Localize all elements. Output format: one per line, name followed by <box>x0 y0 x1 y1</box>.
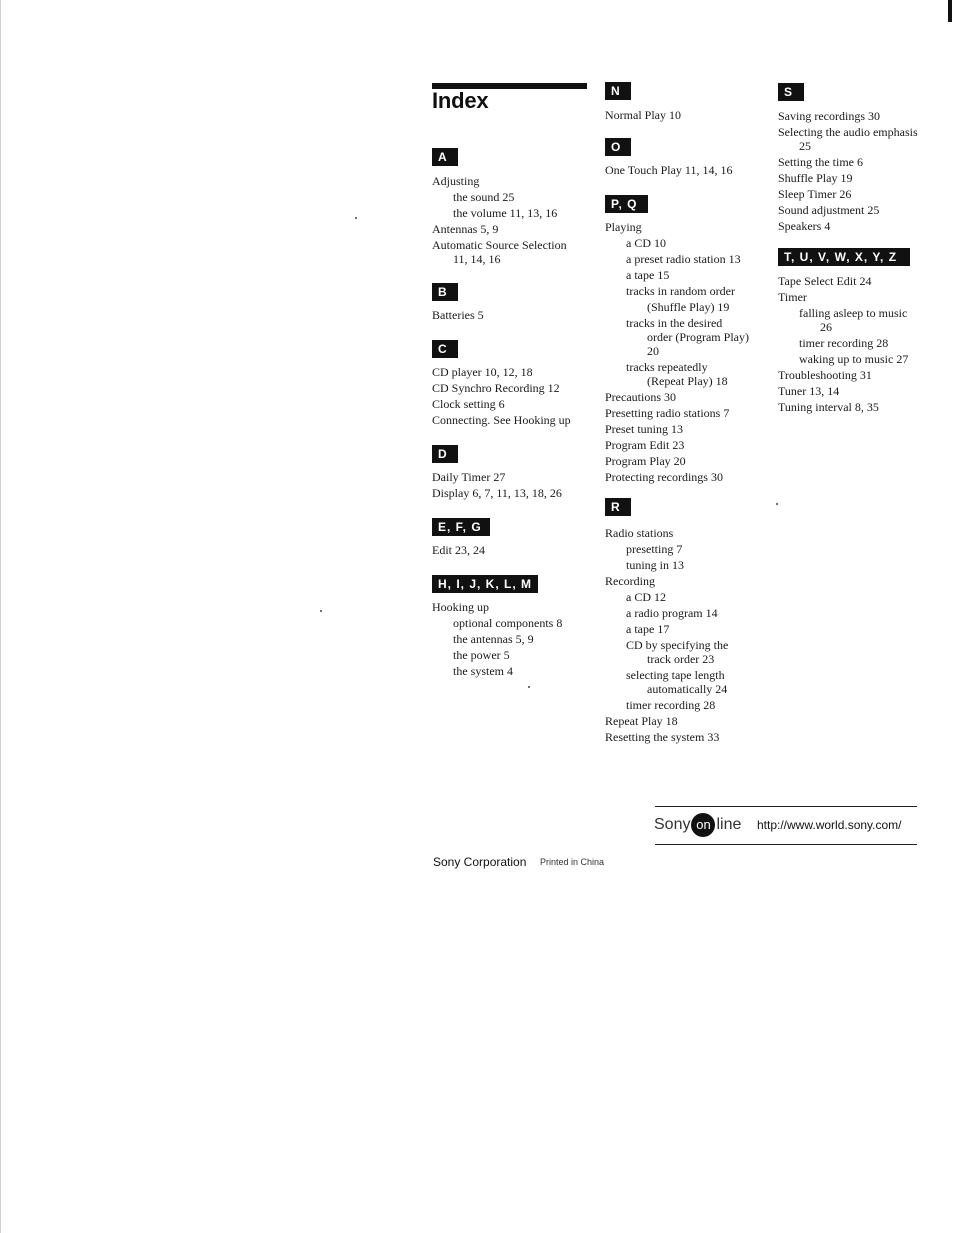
section-badge-p-q: P, Q <box>605 195 648 213</box>
index-entry: Playing <box>605 220 642 234</box>
section-badge-b: B <box>432 283 458 301</box>
index-entry: Troubleshooting 31 <box>778 368 872 382</box>
index-subentry: timer recording 28 <box>799 336 889 350</box>
page-edge <box>0 0 1 1233</box>
index-entry: CD player 10, 12, 18 <box>432 365 533 379</box>
index-entry: Speakers 4 <box>778 219 831 233</box>
section-badge-n: N <box>605 82 631 100</box>
index-entry: Precautions 30 <box>605 390 676 404</box>
printed-in: Printed in China <box>540 857 605 867</box>
index-subentry: tracks repeatedly <box>626 360 708 374</box>
index-entry: Preset tuning 13 <box>605 422 683 436</box>
print-speck <box>355 217 357 219</box>
index-subentry: the system 4 <box>453 664 513 678</box>
section-badge-h-i-j-k-l-m: H, I, J, K, L, M <box>432 575 538 593</box>
index-entry: Setting the time 6 <box>778 155 863 169</box>
index-entry: Edit 23, 24 <box>432 543 485 557</box>
sony-url[interactable]: http://www.world.sony.com/ <box>757 818 902 832</box>
index-entry: Automatic Source Selection <box>432 238 567 252</box>
index-entry: Program Edit 23 <box>605 438 685 452</box>
section-badge-e-f-g: E, F, G <box>432 518 490 536</box>
index-subentry: selecting tape length <box>626 668 725 682</box>
index-entry: Repeat Play 18 <box>605 714 678 728</box>
index-entry: Batteries 5 <box>432 308 484 322</box>
index-subentry: the antennas 5, 9 <box>453 632 534 646</box>
index-subentry: waking up to music 27 <box>799 352 909 366</box>
index-entry: Clock setting 6 <box>432 397 505 411</box>
index-subentry: 25 <box>799 139 811 153</box>
section-badge-s: S <box>778 83 804 101</box>
index-subentry: a tape 15 <box>626 268 670 282</box>
section-badge-r: R <box>605 498 631 516</box>
index-subentry: 26 <box>820 320 832 334</box>
index-entry: Sleep Timer 26 <box>778 187 852 201</box>
index-subentry: presetting 7 <box>626 542 683 556</box>
print-speck <box>528 686 530 688</box>
index-subentry: the power 5 <box>453 648 510 662</box>
index-subentry: optional components 8 <box>453 616 563 630</box>
index-subentry: timer recording 28 <box>626 698 716 712</box>
index-subentry: automatically 24 <box>647 682 728 696</box>
sony-logo-on-circle: on <box>691 813 715 837</box>
corporation-name: Sony Corporation <box>433 855 527 869</box>
index-entry: Sound adjustment 25 <box>778 203 880 217</box>
index-subentry: (Repeat Play) 18 <box>647 374 728 388</box>
print-speck <box>320 610 322 612</box>
index-subentry: (Shuffle Play) 19 <box>647 300 730 314</box>
index-subentry: a CD 10 <box>626 236 666 250</box>
index-subentry: a CD 12 <box>626 590 666 604</box>
index-entry: Tuning interval 8, 35 <box>778 400 879 414</box>
index-entry: Presetting radio stations 7 <box>605 406 730 420</box>
index-subentry: 20 <box>647 344 659 358</box>
index-subentry: a preset radio station 13 <box>626 252 741 266</box>
index-subentry: a tape 17 <box>626 622 670 636</box>
index-entry: Saving recordings 30 <box>778 109 880 123</box>
crop-mark <box>948 0 952 22</box>
sony-logo-prefix: Sony <box>654 816 691 833</box>
index-entry: Tape Select Edit 24 <box>778 274 872 288</box>
sony-logo-suffix: line <box>716 816 742 833</box>
index-entry: Daily Timer 27 <box>432 470 506 484</box>
section-badge-t-u-v-w-x-y-z: T, U, V, W, X, Y, Z <box>778 248 910 266</box>
section-badge-a: A <box>432 148 458 166</box>
index-entry: Display 6, 7, 11, 13, 18, 26 <box>432 486 562 500</box>
index-entry: Program Play 20 <box>605 454 686 468</box>
section-badge-c: C <box>432 340 458 358</box>
section-badge-d: D <box>432 445 458 463</box>
index-entry: Connecting. See Hooking up <box>432 413 571 427</box>
print-speck <box>776 503 778 505</box>
index-entry: One Touch Play 11, 14, 16 <box>605 163 733 177</box>
index-subentry: tracks in the desired <box>626 316 723 330</box>
index-entry: Normal Play 10 <box>605 108 681 122</box>
index-subentry: a radio program 14 <box>626 606 718 620</box>
index-subentry: order (Program Play) <box>647 330 749 344</box>
index-entry: Tuner 13, 14 <box>778 384 840 398</box>
index-entry: CD Synchro Recording 12 <box>432 381 560 395</box>
index-subentry: tracks in random order <box>626 284 735 298</box>
index-entry: Hooking up <box>432 600 489 614</box>
index-entry: Recording <box>605 574 655 588</box>
index-subentry: the sound 25 <box>453 190 515 204</box>
footer-rule-top <box>655 806 917 807</box>
footer-rule-bottom <box>655 844 917 845</box>
sony-online-logo <box>654 813 741 837</box>
index-entry: Shuffle Play 19 <box>778 171 853 185</box>
index-subentry: CD by specifying the <box>626 638 729 652</box>
index-subentry: 11, 14, 16 <box>453 252 501 266</box>
index-subentry: tuning in 13 <box>626 558 685 572</box>
index-entry: Adjusting <box>432 174 480 188</box>
index-entry: Radio stations <box>605 526 674 540</box>
index-entry: Selecting the audio emphasis <box>778 125 918 139</box>
index-entry: Protecting recordings 30 <box>605 470 723 484</box>
index-entry: Timer <box>778 290 807 304</box>
index-entry: Antennas 5, 9 <box>432 222 499 236</box>
section-badge-o: O <box>605 138 631 156</box>
index-entry: Resetting the system 33 <box>605 730 720 744</box>
page-title: Index <box>432 88 489 113</box>
index-subentry: the volume 11, 13, 16 <box>453 206 558 220</box>
index-subentry: falling asleep to music <box>799 306 908 320</box>
index-subentry: track order 23 <box>647 652 715 666</box>
